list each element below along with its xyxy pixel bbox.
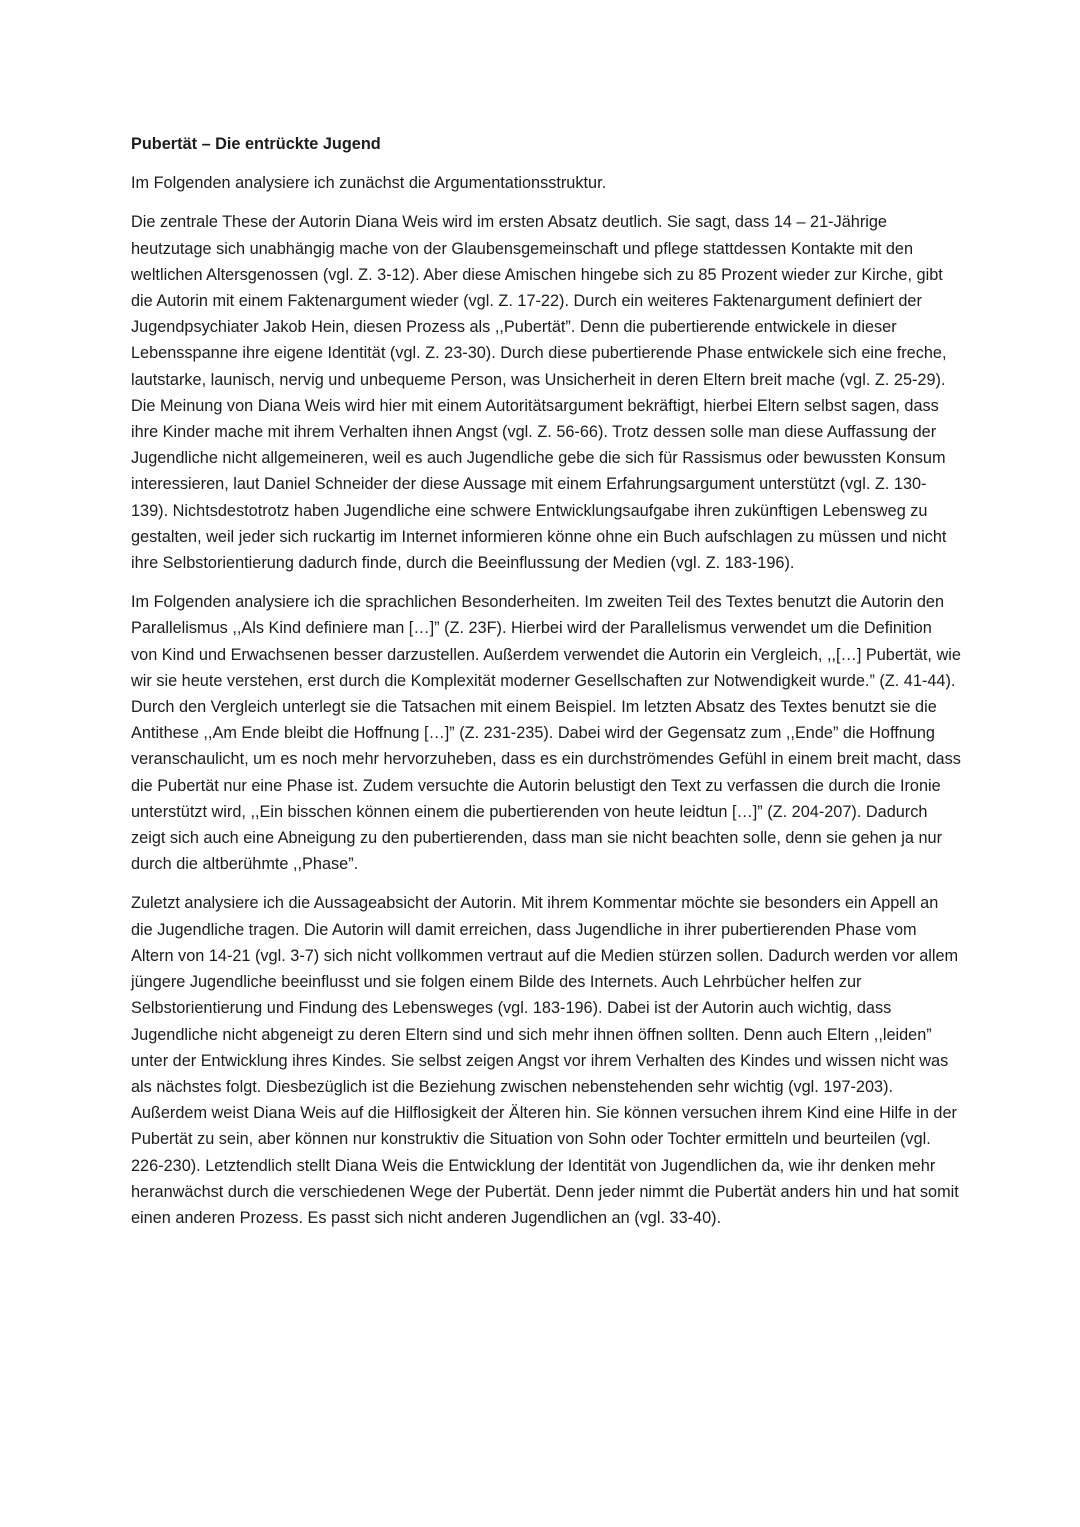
language-paragraph: Im Folgenden analysiere ich die sprachlichen Besonderheiten. Im zweiten Teil des Textes benutzt die Autorin den Parallelismus ,,Als Kind definiere man […]” (Z. 23F). Hierbei wird der Parallelismus verwendet um die Definition von Kind und Erwachsenen besser darzustellen. Außerdem verwendet die Autorin ein Vergleich, ,,[…] Pubertät, wie wir sie heute verstehen, erst durch die Komplexität moderner Gesellschaften zur Notwendigkeit wurde.” (Z. 41-44). Durch den Vergleich unterlegt sie die Tatsachen mit einem Beispiel. Im letzten Absatz des Textes benutzt sie die Antithese ,,Am Ende bleibt die Hoffnung […]” (Z. 231-235). Dabei wird der Gegensatz zum ,,Ende” die Hoffnung veranschaulicht, um es noch mehr hervorzuheben, dass es ein durchströmendes Gefühl in einem breit macht, dass die Pubertät nur eine Phase ist. Zudem versuchte die Autorin belustigt den Text zu verfassen die durch die Ironie unterstützt wird, ,,Ein bisschen können einem die pubertierenden von heute leidtun […]” (Z. 204-207). Dadurch zeigt sich auch eine Abneigung zu den pubertierenden, dass man sie nicht beachten solle, denn sie gehen ja nur durch die altberühmte ,,Phase”. — [131, 593, 961, 874]
intro-paragraph: Im Folgenden analysiere ich zunächst die Argumentationsstruktur. — [131, 174, 607, 193]
document-title: Pubertät – Die entrückte Jugend — [131, 135, 381, 153]
argumentation-paragraph: Die zentrale These der Autorin Diana Weis wird im ersten Absatz deutlich. Sie sagt, dass 14 – 21-Jährige heutzutage sich unabhängig mache von der Glaubensgemeinschaft und pflege stattdessen Kontakte mit den weltlichen Altersgenossen (vgl. Z. 3-12). Aber diese Amischen hingebe sich zu 85 Prozent wieder zur Kirche, gibt die Autorin mit einem Faktenargument wieder (vgl. Z. 17-22). Durch ein weiteres Faktenargument definiert der Jugendpsychiater Jakob Hein, diesen Prozess als ,,Pubertät”. Denn die pubertierende entwickele in dieser Lebensspanne ihre eigene Identität (vgl. Z. 23-30). Durch diese pubertierende Phase entwickele sich eine freche, lautstarke, launisch, nervig und unbequeme Person, was Unsicherheit in deren Eltern breit mache (vgl. Z. 25-29). Die Meinung von Diana Weis wird hier mit einem Autoritätsargument bekräftigt, hierbei Eltern selbst sagen, dass ihre Kinder mache mit ihrem Verhalten ihnen Angst (vgl. Z. 56-66). Trotz dessen solle man diese Auffassung der Jugendliche nicht allgemeineren, weil es auch Jugendliche gebe die sich für Rassismus oder bewussten Konsum interessieren, laut Daniel Schneider der diese Aussage mit einem Erfahrungsargument unterstützt (vgl. Z. 130-139). Nichtsdestotrotz haben Jugendliche eine schwere Entwicklungsaufgabe ihren zukünftigen Lebensweg zu gestalten, weil jeder sich ruckartig im Internet informieren könne ohne ein Buch aufschlagen zu müssen und nicht ihre Selbstorientierung dadurch finde, durch die Beeinflussung der Medien (vgl. Z. 183-196). — [131, 213, 947, 573]
intention-paragraph: Zuletzt analysiere ich die Aussageabsicht der Autorin. Mit ihrem Kommentar möchte sie besonders ein Appell an die Jugendliche tragen. Die Autorin will damit erreichen, dass Jugendliche in ihrer pubertierenden Phase vom Altern von 14-21 (vgl. 3-7) sich nicht vollkommen vertraut auf die Medien stürzen sollen. Dadurch werden vor allem jüngere Jugendliche beeinflusst und sie folgen einem Bilde des Internets. Auch Lehrbücher helfen zur Selbstorientierung und Findung des Lebensweges (vgl. 183-196). Dabei ist der Autorin auch wichtig, dass Jugendliche nicht abgeneigt zu deren Eltern sind und sich mehr ihnen öffnen sollten. Denn auch Eltern ,,leiden” unter der Entwicklung ihres Kindes. Sie selbst zeigen Angst vor ihrem Verhalten des Kindes und wissen nicht was als nächstes folgt. Diesbezüglich ist die Beziehung zwischen nebenstehenden sehr wichtig (vgl. 197-203). Außerdem weist Diana Weis auf die Hilflosigkeit der Älteren hin. Sie können versuchen ihrem Kind eine Hilfe in der Pubertät zu sein, aber können nur konstruktiv die Situation von Sohn oder Tochter ermitteln und beurteilen (vgl. 226-230). Letztendlich stellt Diana Weis die Entwicklung der Identität von Jugendlichen da, wie ihr denken mehr heranwächst durch die verschiedenen Wege der Pubertät. Denn jeder nimmt die Pubertät anders hin und hat somit einen anderen Prozess. Es passt sich nicht anderen Jugendlichen an (vgl. 33-40). — [131, 894, 959, 1227]
document-body — [131, 131, 961, 1244]
